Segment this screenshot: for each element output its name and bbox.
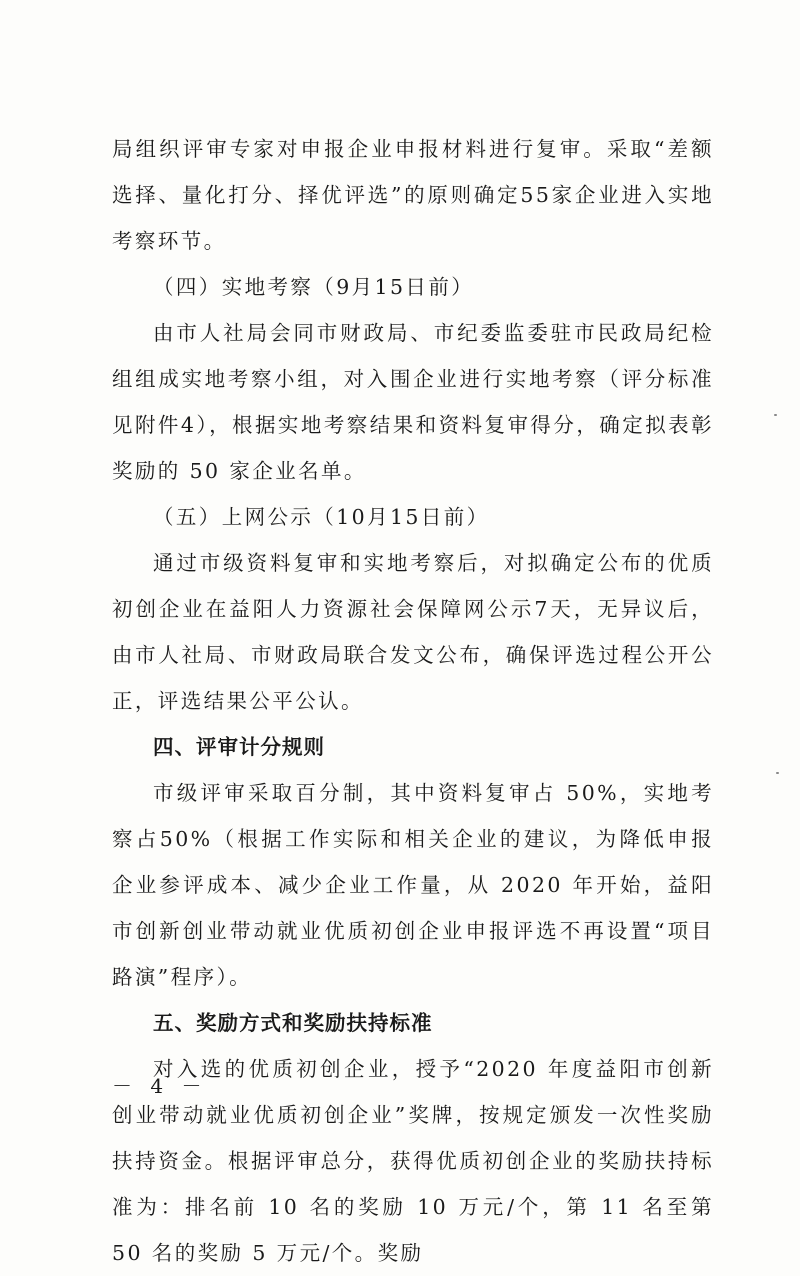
scan-speck — [774, 414, 777, 416]
paragraph-continuation: 局组织评审专家对申报企业申报材料进行复审。采取“差额选择、量化打分、择优评选”的原则确定55家企业进入实地考察环节。 — [112, 137, 714, 253]
section-heading-scoring-rules: 四、评审计分规则 — [153, 735, 325, 759]
section-heading-reward-standards: 五、奖励方式和奖励扶持标准 — [153, 1011, 433, 1035]
paragraph-scoring-rules: 市级评审采取百分制，其中资料复审占 50%，实地考察占50%（根据工作实际和相关企业的建议，为降低申报企业参评成本、减少企业工作量，从 2020 年开始，益阳市创新创业带动就业优质初创企业申报评选不再设置“项目路演”程序）。 — [112, 781, 714, 989]
paragraph-site-inspection: 由市人社局会同市财政局、市纪委监委驻市民政局纪检组组成实地考察小组，对入围企业进行实地考察（评分标准见附件4），根据实地考察结果和资料复审得分，确定拟表彰奖励的 50 家企业名单。 — [112, 321, 714, 483]
subheading-site-inspection: （四）实地考察（9月15日前） — [153, 275, 475, 299]
page-number: － 4 － — [112, 1074, 208, 1098]
scan-speck — [776, 772, 779, 774]
subheading-online-publicity: （五）上网公示（10月15日前） — [153, 505, 490, 529]
paragraph-reward-standards: 对入选的优质初创企业，授予“2020 年度益阳市创新创业带动就业优质初创企业”奖牌，按规定颁发一次性奖励扶持资金。根据评审总分，获得优质初创企业的奖励扶持标准为：排名前 10 名的奖励 10 万元/个，第 11 名至第 50 名的奖励 5 万元/个。奖励 — [112, 1057, 714, 1265]
body-text — [112, 126, 714, 1276]
paragraph-online-publicity: 通过市级资料复审和实地考察后，对拟确定公布的优质初创企业在益阳人力资源社会保障网公示7天，无异议后，由市人社局、市财政局联合发文公布，确保评选过程公开公正，评选结果公平公认。 — [112, 551, 714, 713]
